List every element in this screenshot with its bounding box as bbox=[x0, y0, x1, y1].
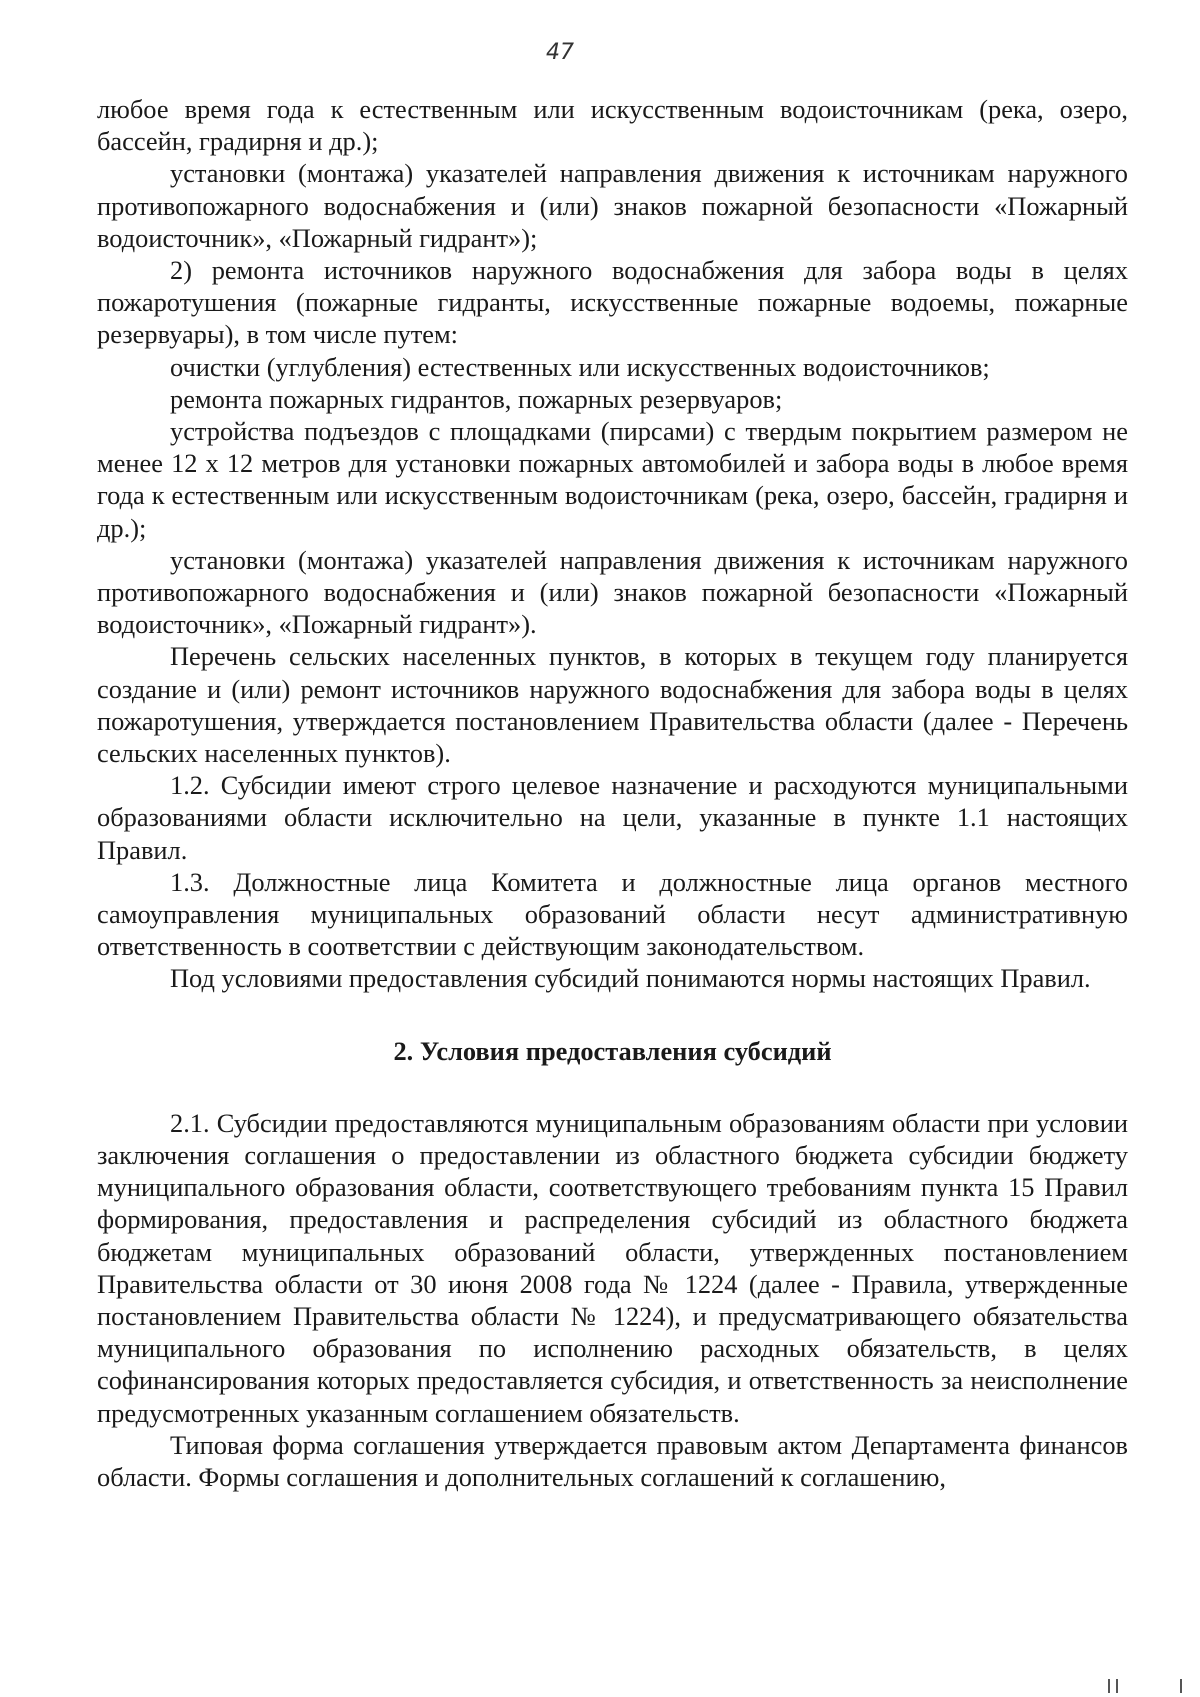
section-2-body bbox=[97, 1107, 1128, 1493]
paragraph: 2) ремонта источников наружного водоснабжения для забора воды в целях пожаротушения (пожарные гидранты, искусственные пожарные водоемы, пожарные резервуары), в том числе путем: bbox=[97, 255, 1128, 350]
paragraph: 1.2. Субсидии имеют строго целевое назначение и расходуются муниципальными образованиями области исключительно на цели, указанные в пункте 1.1 настоящих Правил. bbox=[97, 770, 1128, 865]
paragraph: 1.3. Должностные лица Комитета и должностные лица органов местного самоуправления муниципальных образований области несут административную ответственность в соответствии с действующим законодательством. bbox=[97, 866, 1128, 962]
scan-artifact-mark bbox=[1116, 1679, 1118, 1693]
scan-artifact-mark bbox=[1108, 1679, 1110, 1693]
paragraph: Перечень сельских населенных пунктов, в которых в текущем году планируется создание и (или) ремонт источников наружного водоснабжения для забора воды в целях пожаротушения, утверждается постановлением Правительства области (далее - Перечень сельских населенных пунктов). bbox=[97, 641, 1128, 769]
section-1-continuation bbox=[97, 93, 1128, 995]
paragraph: устройства подъездов с площадками (пирсами) с твердым покрытием размером не менее 12 х 12 метров для установки пожарных автомобилей и забора воды в любое время года к естественным или искусственным водоисточникам (река, озеро, бассейн, градирня и др.); bbox=[97, 416, 1128, 543]
paragraph: Типовая форма соглашения утверждается правовым актом Департамента финансов области. Формы соглашения и дополнительных соглашений к соглашению, bbox=[97, 1429, 1128, 1492]
page-number: 47 bbox=[546, 40, 574, 65]
paragraph: установки (монтажа) указателей направления движения к источникам наружного противопожарного водоснабжения и (или) знаков пожарной безопасности «Пожарный водоисточник», «Пожарный гидрант»); bbox=[97, 158, 1128, 253]
paragraph: любое время года к естественным или искусственным водоисточникам (река, озеро, бассейн, градирня и др.); bbox=[97, 94, 1128, 157]
section-heading: 2. Условия предоставления субсидий bbox=[393, 1035, 832, 1066]
paragraph: Под условиями предоставления субсидий понимаются нормы настоящих Правил. bbox=[170, 963, 1091, 994]
paragraph: очистки (углубления) естественных или искусственных водоисточников; bbox=[170, 351, 990, 382]
scan-artifact-mark bbox=[1180, 1679, 1182, 1693]
paragraph: установки (монтажа) указателей направления движения к источникам наружного противопожарного водоснабжения и (или) знаков пожарной безопасности «Пожарный водоисточник», «Пожарный гидрант»). bbox=[97, 544, 1128, 640]
paragraph: 2.1. Субсидии предоставляются муниципальным образованиям области при условии заключения соглашения о предоставлении из областного бюджета субсидии бюджету муниципального образования области, соответствующего требованиям пункта 15 Правил формирования, предоставления и распределения субсидий из областного бюджета бюджетам муниципальных образований области, утвержденных постановлением Правительства области от 30 июня 2008 года № 1224 (далее - Правила, утвержденные постановлением Правительства области № 1224), и предусматривающего обязательства муниципального образования по исполнению расходных обязательств, в целях софинансирования которых предоставляется субсидия, и ответственность за неисполнение предусмотренных указанным соглашением обязательств. bbox=[97, 1107, 1128, 1428]
document-body bbox=[97, 93, 1128, 1493]
paragraph: ремонта пожарных гидрантов, пожарных резервуаров; bbox=[170, 383, 783, 414]
